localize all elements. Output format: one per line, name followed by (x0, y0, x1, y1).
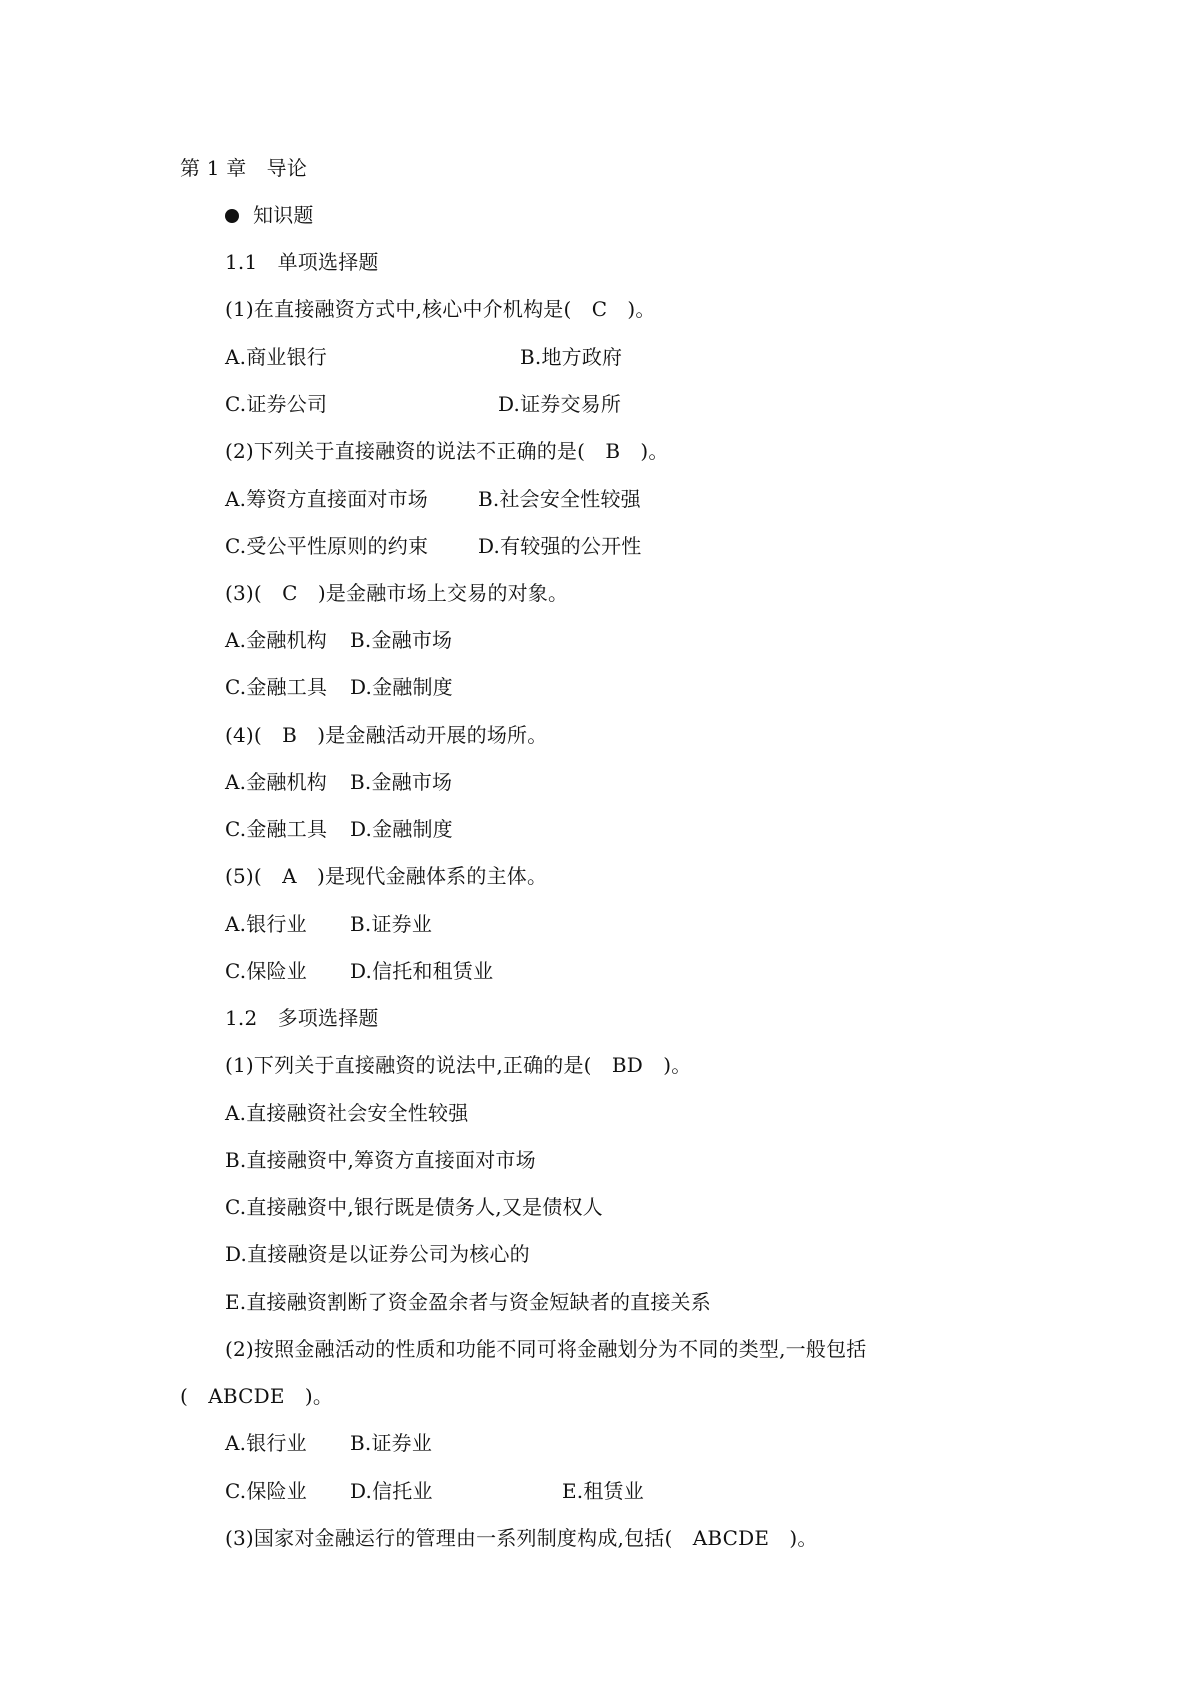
option-a: A.金融机构 (225, 628, 328, 652)
question-stem: (2)下列关于直接融资的说法不正确的是( B )。 (225, 439, 669, 463)
option-b: B.直接融资中,筹资方直接面对市场 (225, 1148, 536, 1172)
multiple-choice-heading: 1.2 多项选择题 (225, 1006, 379, 1030)
question-stem: (3)国家对金融运行的管理由一系列制度构成,包括( ABCDE )。 (225, 1526, 818, 1550)
option-c: C.金融工具 (225, 817, 328, 841)
option-d: D.金融制度 (350, 817, 453, 841)
option-e: E.直接融资割断了资金盈余者与资金短缺者的直接关系 (225, 1290, 711, 1314)
option-a: A.金融机构 (225, 770, 328, 794)
bullet-icon (225, 209, 239, 223)
option-b: B.金融市场 (350, 770, 453, 794)
question-stem: (2)按照金融活动的性质和功能不同可将金融划分为不同的类型,一般包括 (225, 1337, 867, 1361)
question-stem-continuation: ( ABCDE )。 (180, 1384, 334, 1408)
option-c: C.直接融资中,银行既是债务人,又是债权人 (225, 1195, 603, 1219)
option-b: B.社会安全性较强 (478, 487, 641, 511)
question-stem: (1)下列关于直接融资的说法中,正确的是( BD )。 (225, 1053, 692, 1077)
option-e: E.租赁业 (562, 1479, 644, 1503)
question-stem: (4)( B )是金融活动开展的场所。 (225, 723, 548, 747)
option-a: A.银行业 (225, 1431, 307, 1455)
question-stem: (5)( A )是现代金融体系的主体。 (225, 864, 548, 888)
chapter-title: 第 1 章 导论 (180, 156, 308, 180)
section-label: 知识题 (253, 203, 314, 227)
option-a: A.银行业 (225, 912, 307, 936)
question-stem: (1)在直接融资方式中,核心中介机构是( C )。 (225, 297, 656, 321)
option-b: B.金融市场 (350, 628, 453, 652)
option-a: A.商业银行 (225, 345, 328, 369)
single-choice-heading: 1.1 单项选择题 (225, 250, 379, 274)
option-c: C.保险业 (225, 959, 307, 983)
option-c: C.保险业 (225, 1479, 307, 1503)
question-stem: (3)( C )是金融市场上交易的对象。 (225, 581, 569, 605)
option-c: C.受公平性原则的约束 (225, 534, 429, 558)
option-a: A.直接融资社会安全性较强 (225, 1101, 469, 1125)
option-c: C.证券公司 (225, 392, 328, 416)
option-d: D.直接融资是以证券公司为核心的 (225, 1242, 530, 1266)
option-a: A.筹资方直接面对市场 (225, 487, 429, 511)
option-d: D.信托业 (350, 1479, 433, 1503)
option-c: C.金融工具 (225, 675, 328, 699)
option-d: D.信托和租赁业 (350, 959, 494, 983)
option-d: D.金融制度 (350, 675, 453, 699)
option-b: B.证券业 (350, 1431, 433, 1455)
option-d: D.有较强的公开性 (478, 534, 642, 558)
option-d: D.证券交易所 (498, 392, 622, 416)
option-b: B.地方政府 (520, 345, 623, 369)
section-heading (225, 201, 314, 229)
option-b: B.证券业 (350, 912, 433, 936)
